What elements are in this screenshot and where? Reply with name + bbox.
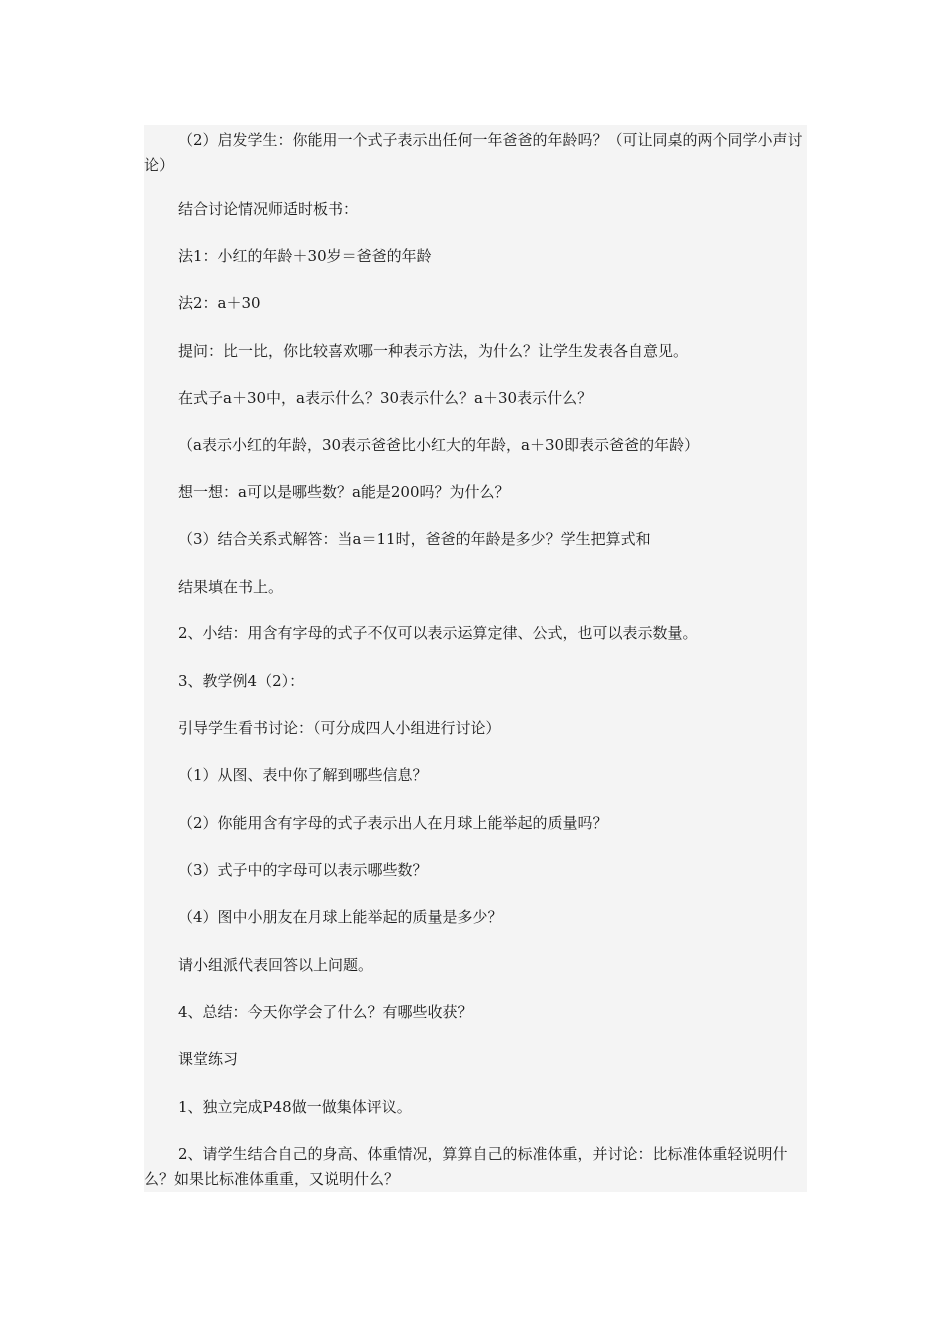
paragraph-20: 课堂练习 xyxy=(178,1050,239,1068)
paragraph-3: 法1：小红的年龄＋30岁＝爸爸的年龄 xyxy=(178,247,432,265)
paragraph-6: 在式子a＋30中，a表示什么？30表示什么？a＋30表示什么？ xyxy=(178,389,593,407)
paragraph-18: 请小组派代表回答以上问题。 xyxy=(178,956,374,974)
paragraph-7: （a表示小红的年龄，30表示爸爸比小红大的年龄，a＋30即表示爸爸的年龄） xyxy=(178,436,700,454)
paragraph-1: （2）启发学生：你能用一个式子表示出任何一年爸爸的年龄吗？（可让同桌的两个同学小声讨论） xyxy=(144,131,803,174)
paragraph-5: 提问：比一比，你比较喜欢哪一种表示方法，为什么？让学生发表各自意见。 xyxy=(178,342,689,360)
paragraph-15: （2）你能用含有字母的式子表示出人在月球上能举起的质量吗？ xyxy=(178,814,608,832)
paragraph-4: 法2：a＋30 xyxy=(178,294,261,312)
paragraph-16: （3）式子中的字母可以表示哪些数？ xyxy=(178,861,428,879)
paragraph-12: 3、教学例4（2）： xyxy=(178,672,305,690)
text-highlight-block xyxy=(144,125,807,1192)
paragraph-9: （3）结合关系式解答：当a＝11时，爸爸的年龄是多少？学生把算式和 xyxy=(178,530,651,548)
paragraph-13: 引导学生看书讨论：（可分成四人小组进行讨论） xyxy=(178,719,501,737)
paragraph-22: 2、请学生结合自己的身高、体重情况，算算自己的标准体重，并讨论：比标准体重轻说明什么？如果比标准体重重，又说明什么？ xyxy=(144,1145,788,1188)
paragraph-14: （1）从图、表中你了解到哪些信息？ xyxy=(178,766,428,784)
paragraph-19: 4、总结：今天你学会了什么？有哪些收获？ xyxy=(178,1003,473,1021)
paragraph-17: （4）图中小朋友在月球上能举起的质量是多少？ xyxy=(178,908,503,926)
paragraph-21: 1、独立完成P48做一做集体评议。 xyxy=(178,1098,412,1116)
paragraph-10: 结果填在书上。 xyxy=(178,578,284,596)
paragraph-2: 结合讨论情况师适时板书： xyxy=(178,200,359,218)
paragraph-11: 2、小结：用含有字母的式子不仅可以表示运算定律、公式，也可以表示数量。 xyxy=(178,624,698,642)
paragraph-8: 想一想：a可以是哪些数？a能是200吗？为什么？ xyxy=(178,483,510,501)
